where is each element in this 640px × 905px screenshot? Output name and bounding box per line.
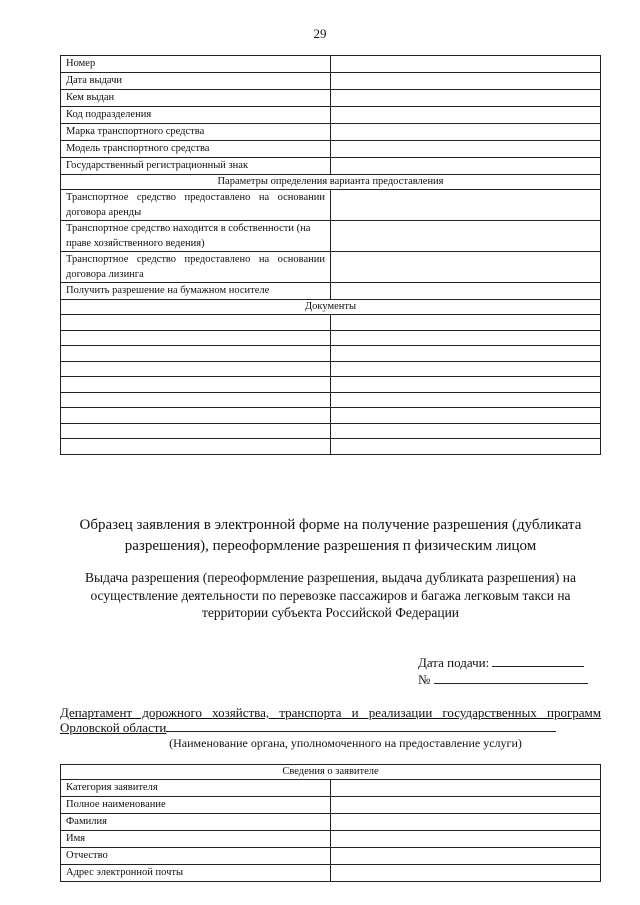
document-cell[interactable] <box>331 392 601 408</box>
field-value-issued-by[interactable] <box>331 90 601 107</box>
field-label-vehicle-model: Модель транспортного средства <box>61 141 331 158</box>
document-row[interactable] <box>61 439 331 455</box>
document-row[interactable] <box>61 408 331 424</box>
applicant-full-name-value[interactable] <box>331 797 601 814</box>
field-label-issue-date: Дата выдачи <box>61 73 331 90</box>
param-ownership-value[interactable] <box>331 221 601 252</box>
document-cell[interactable] <box>331 330 601 346</box>
department-name: Департамент дорожного хозяйства, транспорта и реализации государственных программ <box>60 705 601 720</box>
submission-number-label: № <box>418 672 431 687</box>
applicant-email-value[interactable] <box>331 865 601 882</box>
field-value-issue-date[interactable] <box>331 73 601 90</box>
field-value-vehicle-make[interactable] <box>331 124 601 141</box>
document-row[interactable] <box>61 315 331 331</box>
documents-header: Документы <box>61 300 601 315</box>
department-name-fill <box>166 720 556 732</box>
field-value-division-code[interactable] <box>331 107 601 124</box>
applicant-patronymic-value[interactable] <box>331 848 601 865</box>
document-cell[interactable] <box>331 408 601 424</box>
param-lease: Транспортное средство предоставлено на основании договора аренды <box>61 190 331 221</box>
submission-date <box>418 655 584 671</box>
field-value-vehicle-model[interactable] <box>331 141 601 158</box>
document-cell[interactable] <box>331 377 601 393</box>
vehicle-info-table <box>60 55 601 455</box>
form-title: Образец заявления в электронной форме на получение разрешения (дубликата разрешения), переоформление разрешения п физическим лицом <box>79 517 582 554</box>
document-cell[interactable] <box>331 439 601 455</box>
param-lease-value[interactable] <box>331 190 601 221</box>
document-row[interactable] <box>61 392 331 408</box>
param-leasing: Транспортное средство предоставлено на основании договора лизинга <box>61 252 331 283</box>
applicant-name-value[interactable] <box>331 831 601 848</box>
document-row[interactable] <box>61 377 331 393</box>
department-caption: (Наименование органа, уполномоченного на предоставление услуги) <box>169 736 522 750</box>
applicant-category-label: Категория заявителя <box>61 780 331 797</box>
param-ownership: Транспортное средство находится в собственности (на праве хозяйственного ведения) <box>61 221 331 252</box>
applicant-surname-value[interactable] <box>331 814 601 831</box>
applicant-header: Сведения о заявителе <box>61 765 601 780</box>
applicant-surname-label: Фамилия <box>61 814 331 831</box>
field-value-registration-plate[interactable] <box>331 158 601 175</box>
page-number: 29 <box>313 26 327 41</box>
applicant-email-label: Адрес электронной почты <box>61 865 331 882</box>
document-cell[interactable] <box>331 315 601 331</box>
submission-number-field[interactable] <box>434 683 588 684</box>
submission-number <box>418 672 588 688</box>
field-label-issued-by: Кем выдан <box>61 90 331 107</box>
document-row[interactable] <box>61 361 331 377</box>
document-row[interactable] <box>61 330 331 346</box>
param-paper-value[interactable] <box>331 283 601 300</box>
field-label-division-code: Код подразделения <box>61 107 331 124</box>
applicant-info-table <box>60 764 601 882</box>
applicant-patronymic-label: Отчество <box>61 848 331 865</box>
field-label-number: Номер <box>61 56 331 73</box>
document-cell[interactable] <box>331 361 601 377</box>
applicant-full-name-label: Полное наименование <box>61 797 331 814</box>
field-label-registration-plate: Государственный регистрационный знак <box>61 158 331 175</box>
applicant-category-value[interactable] <box>331 780 601 797</box>
department-name-cont <box>60 720 556 735</box>
document-row[interactable] <box>61 423 331 439</box>
field-label-vehicle-make: Марка транспортного средства <box>61 124 331 141</box>
param-paper: Получить разрешение на бумажном носителе <box>61 283 331 300</box>
document-cell[interactable] <box>331 423 601 439</box>
param-leasing-value[interactable] <box>331 252 601 283</box>
field-value-number[interactable] <box>331 56 601 73</box>
document-cell[interactable] <box>331 346 601 362</box>
applicant-name-label: Имя <box>61 831 331 848</box>
department-region: Орловской области <box>60 720 167 735</box>
params-header: Параметры определения варианта предоставления <box>61 175 601 190</box>
form-subtitle: Выдача разрешения (переоформление разрешения, выдача дубликата разрешения) на осуществление деятельности по перевозке пассажиров и багажа легковым такси на территории субъекта Российской Федерации <box>85 570 576 620</box>
submission-date-field[interactable] <box>492 666 584 667</box>
submission-date-label: Дата подачи: <box>418 655 490 670</box>
document-row[interactable] <box>61 346 331 362</box>
